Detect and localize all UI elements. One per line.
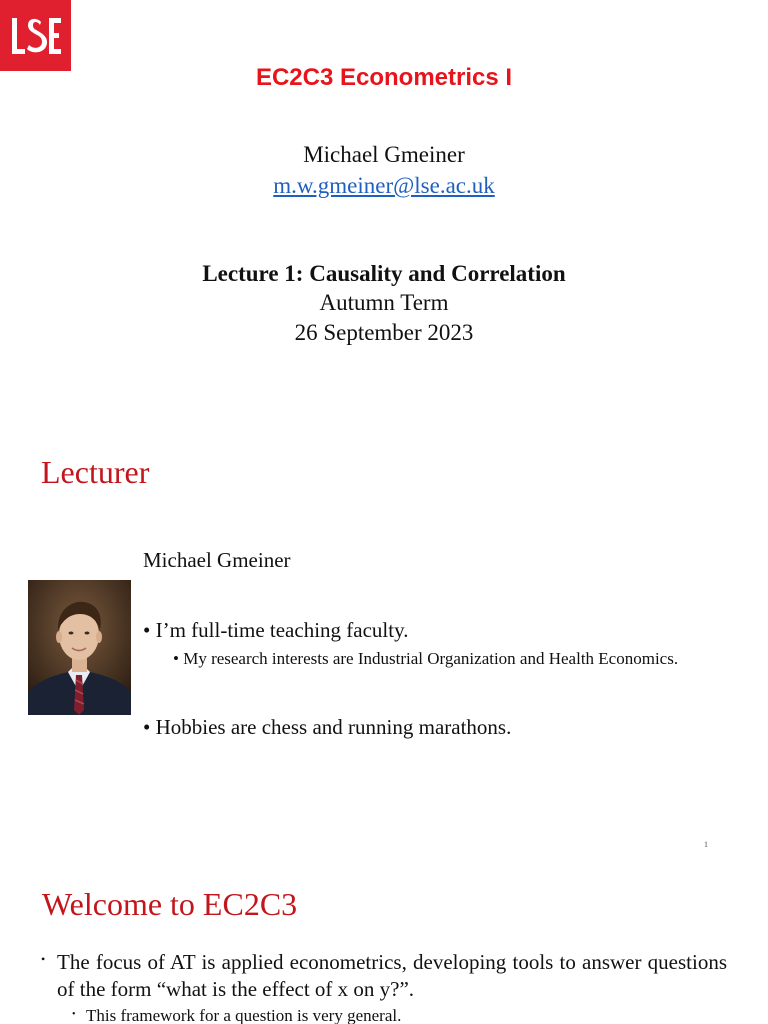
lecturer-heading: Lecturer (41, 454, 150, 490)
lecturer-bullet-hobbies: • Hobbies are chess and running marathons. (143, 715, 512, 739)
lecture-date: 26 September 2023 (294, 320, 474, 345)
slide-number: 1 (704, 840, 708, 849)
term-label: Autumn Term (319, 290, 449, 315)
welcome-heading: Welcome to EC2C3 (42, 886, 298, 922)
welcome-paragraph: The focus of AT is applied econometrics, developing tools to answer questions of the form “what is the effect of x on y?”. (57, 950, 727, 1001)
welcome-subbullet: This framework for a question is very general. (86, 1006, 402, 1024)
welcome-bullet-marker: • (41, 952, 46, 966)
lecturer-photo (28, 580, 131, 715)
lse-logo (0, 0, 71, 71)
author-email-link[interactable]: m.w.gmeiner@lse.ac.uk (273, 173, 495, 198)
course-title: EC2C3 Econometrics I (255, 64, 513, 91)
welcome-subbullet-marker: • (72, 1009, 76, 1020)
lecturer-bullet-teaching: • I’m full-time teaching faculty. (143, 618, 409, 642)
lecturer-name: Michael Gmeiner (143, 548, 291, 572)
lecturer-subbullet-research: • My research interests are Industrial Organization and Health Economics. (173, 649, 679, 668)
lecture-title: Lecture 1: Causality and Correlation (202, 261, 566, 286)
author-name: Michael Gmeiner (303, 142, 465, 167)
lse-logo-wordmark (10, 14, 62, 58)
